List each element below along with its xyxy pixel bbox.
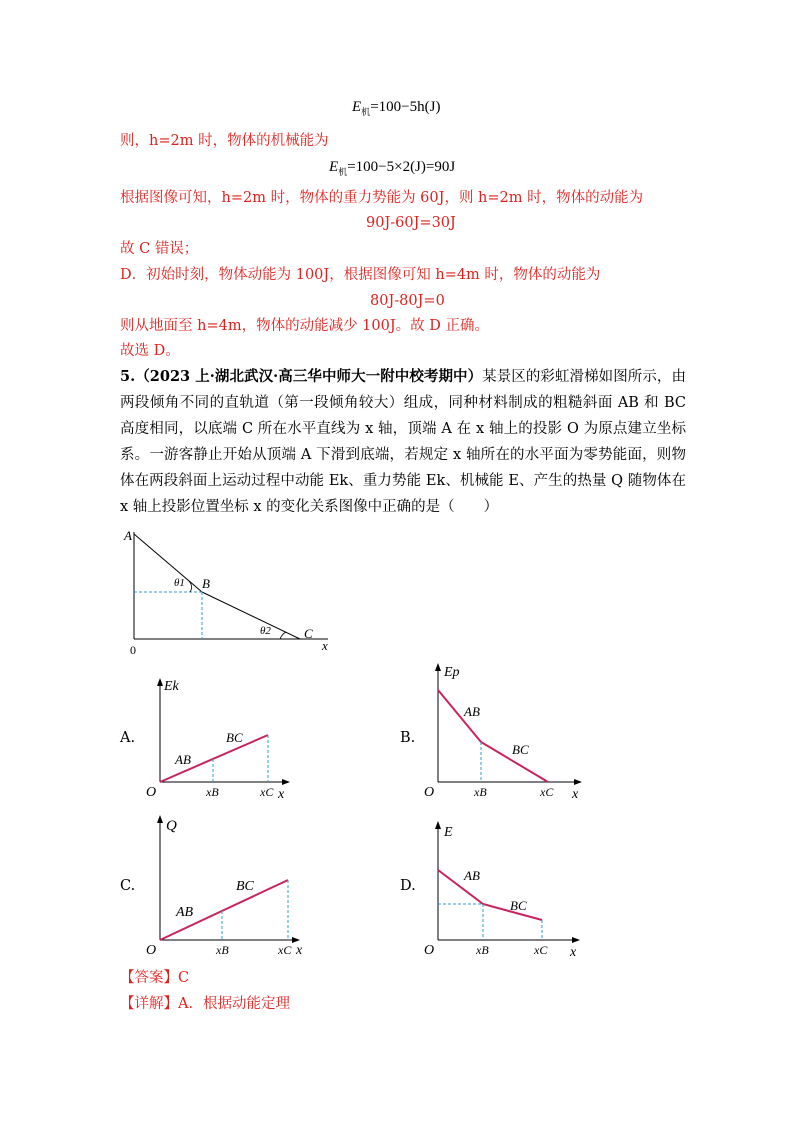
question-5: [120, 364, 686, 520]
seg1-label: AB: [464, 704, 480, 719]
x-arrow-icon: [574, 779, 582, 785]
label-b: B: [202, 576, 210, 591]
incline-diagram: [120, 526, 340, 656]
detail-label: 【详解】: [120, 996, 178, 1012]
xc-label: xC: [540, 785, 554, 799]
xb-label: xB: [474, 785, 487, 799]
seg2-label: BC: [512, 742, 529, 757]
origin-label: O: [424, 785, 435, 800]
detail-line: [120, 994, 290, 1014]
question-text: 某景区的彩虹滑梯如图所示，由两段倾角不同的直轨道（第一段倾角较大）组成，同种材料制成的粗糙斜面 AB 和 BC 高度相同，以底端 C 所在水平直线为 x 轴，顶端 A 在 x 轴上的投影 O 为原点建立坐标系。一游客静止开始从顶端 A 下滑到底端，若规定 x 轴所在的水平面为零势能面，则物体在两段斜面上运动过程中动能 Ek、重力势能 Ek、机械能 E、产生的热量 Q 随物体在 x 轴上投影位置坐标 x 的变化关系图像中正确的是（ ）: [120, 369, 686, 515]
seg1-label: AB: [176, 905, 194, 920]
x-label: x: [570, 945, 577, 960]
x-arrow-icon: [572, 937, 580, 943]
question-number: 5.: [120, 368, 136, 385]
xc-label: xC: [260, 785, 274, 799]
solution-line-6: 80J-80J=0: [370, 293, 445, 309]
answer-value: C: [178, 970, 190, 986]
y-axis-label: Ek: [164, 679, 179, 694]
solution-line-5: D．初始时刻，物体动能为 100J，根据图像可知 h=4m 时，物体的动能为: [120, 267, 601, 283]
origin-label: O: [146, 943, 157, 958]
option-d-graph[interactable]: [420, 816, 590, 960]
solution-line-4: 故 C 错误；: [120, 241, 199, 257]
option-d-letter[interactable]: D.: [400, 878, 416, 894]
label-theta2: θ2: [260, 625, 271, 637]
option-b-letter[interactable]: B.: [400, 730, 416, 746]
x-arrow-icon: [282, 779, 290, 785]
solution-line-3: 90J-60J=30J: [366, 215, 456, 231]
slope-ab: [134, 534, 202, 592]
seg2-label: BC: [236, 879, 254, 894]
x-label: x: [572, 787, 579, 802]
seg1-label: AB: [175, 752, 191, 767]
question-source: （2023 上·湖北武汉·高三华中师大一附中校考期中）: [135, 368, 483, 385]
origin-label: O: [146, 785, 157, 800]
option-a-letter[interactable]: A.: [120, 730, 136, 746]
solution-line-1: 则，h=2m 时，物体的机械能为: [120, 133, 329, 149]
ep-line: [438, 690, 548, 782]
label-theta1: θ1: [174, 577, 185, 589]
y-axis-label: E: [444, 825, 453, 840]
answer-label: 【答案】: [120, 970, 178, 986]
y-arrow-icon: [157, 678, 163, 686]
y-arrow-icon: [435, 663, 441, 671]
formula-energy-1: $E_机=100-5h(J)$: [352, 99, 441, 117]
xb-label: xB: [206, 785, 219, 799]
label-x: x: [322, 638, 328, 653]
xb-label: xB: [216, 943, 229, 957]
option-c-letter[interactable]: C.: [120, 878, 136, 894]
answer-line: [120, 968, 189, 988]
option-a-graph[interactable]: [140, 676, 300, 802]
y-arrow-icon: [157, 815, 163, 823]
seg2-label: BC: [226, 730, 243, 745]
seg1-label: AB: [464, 868, 480, 883]
xb-label: xB: [476, 943, 489, 957]
xc-label: xC: [534, 943, 548, 957]
option-b-graph[interactable]: [420, 660, 590, 802]
solution-line-8: 故选 D。: [120, 343, 180, 359]
x-label: x: [278, 787, 285, 802]
option-c-graph[interactable]: [140, 812, 310, 960]
seg2-label: BC: [510, 898, 527, 913]
xc-label: xC: [278, 943, 292, 957]
y-axis-label: Ep: [444, 665, 460, 680]
origin-label: O: [424, 943, 435, 958]
y-axis-label: Q: [166, 818, 177, 834]
angle-arc-2: [280, 632, 286, 639]
label-a: A: [124, 528, 132, 543]
label-c: C: [304, 626, 313, 641]
y-arrow-icon: [435, 821, 441, 829]
detail-value: A．根据动能定理: [178, 996, 290, 1012]
angle-arc-1: [188, 580, 192, 592]
x-label: x: [296, 943, 303, 958]
label-origin: 0: [130, 643, 136, 656]
solution-line-7: 则从地面至 h=4m，物体的动能减少 100J。故 D 正确。: [120, 318, 490, 334]
formula-energy-2: $E_机=100-5\times 2(J)=90J$: [329, 159, 456, 177]
solution-line-2: 根据图像可知，h=2m 时，物体的重力势能为 60J，则 h=2m 时，物体的动能为: [120, 190, 644, 206]
